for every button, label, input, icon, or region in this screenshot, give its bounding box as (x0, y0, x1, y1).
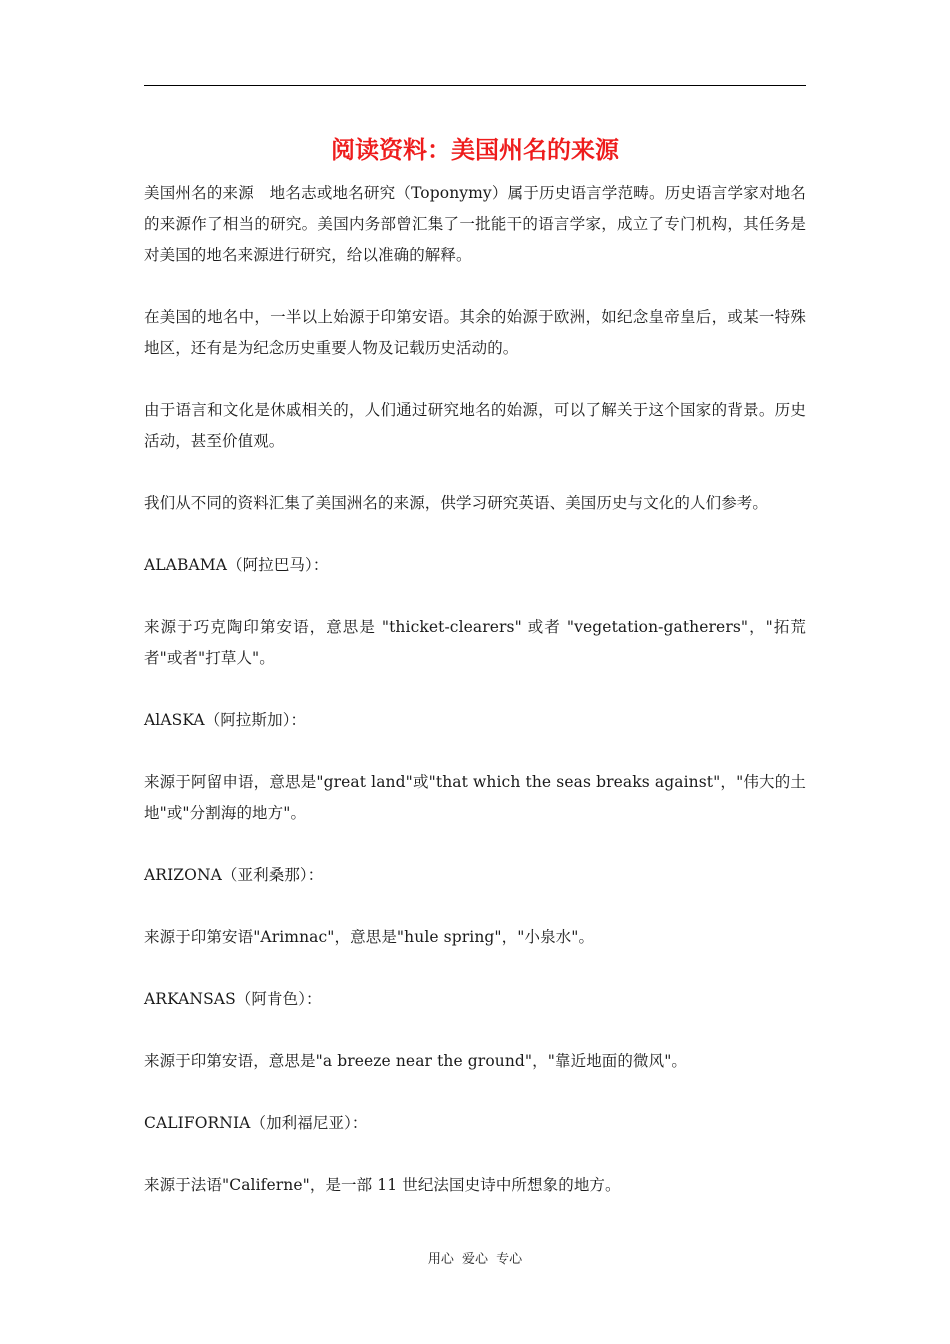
state-text-alaska: 来源于阿留申语，意思是"great land"或"that which the seas breaks against"，"伟大的土地"或"分割海的地方"。 (144, 773, 806, 822)
paragraph-origins: 在美国的地名中，一半以上始源于印第安语。其余的始源于欧洲，如纪念皇帝皇后，或某一特殊地区，还有是为纪念历史重要人物及记载历史活动的。 (144, 308, 806, 357)
header-rule (144, 85, 806, 86)
state-heading-alaska: AlASKA（阿拉斯加）： (144, 711, 307, 729)
state-heading-arizona: ARIZONA（亚利桑那）： (144, 866, 324, 884)
document-body (144, 178, 806, 1201)
paragraph-culture: 由于语言和文化是休戚相关的，人们通过研究地名的始源，可以了解关于这个国家的背景。历史活动，甚至价值观。 (144, 401, 806, 450)
state-text-arkansas: 来源于印第安语，意思是"a breeze near the ground"，"靠近地面的微风"。 (144, 1052, 688, 1070)
state-heading-alabama: ALABAMA（阿拉巴马）： (144, 556, 329, 574)
state-heading-california: CALIFORNIA（加利福尼亚）： (144, 1114, 368, 1132)
state-text-california: 来源于法语"Califerne"，是一部 11 世纪法国史诗中所想象的地方。 (144, 1176, 621, 1194)
state-heading-arkansas: ARKANSAS（阿肯色）： (144, 990, 322, 1008)
state-text-alabama: 来源于巧克陶印第安语，意思是 "thicket-clearers" 或者 "vegetation-gatherers"，"拓荒者"或者"打草人"。 (144, 618, 806, 667)
state-text-arizona: 来源于印第安语"Arimnac"，意思是"hule spring"，"小泉水"。 (144, 928, 595, 946)
document-title: 阅读资料：美国州名的来源 (331, 136, 619, 164)
paragraph-intro: 美国州名的来源 地名志或地名研究（Toponymy）属于历史语言学范畴。历史语言学家对地名的来源作了相当的研究。美国内务部曾汇集了一批能干的语言学家，成立了专门机构，其任务是对美国的地名来源进行研究，给以准确的解释。 (144, 184, 806, 264)
page-footer: 用心 爱心 专心 (427, 1252, 523, 1267)
paragraph-purpose: 我们从不同的资料汇集了美国洲名的来源，供学习研究英语、美国历史与文化的人们参考。 (144, 494, 769, 512)
